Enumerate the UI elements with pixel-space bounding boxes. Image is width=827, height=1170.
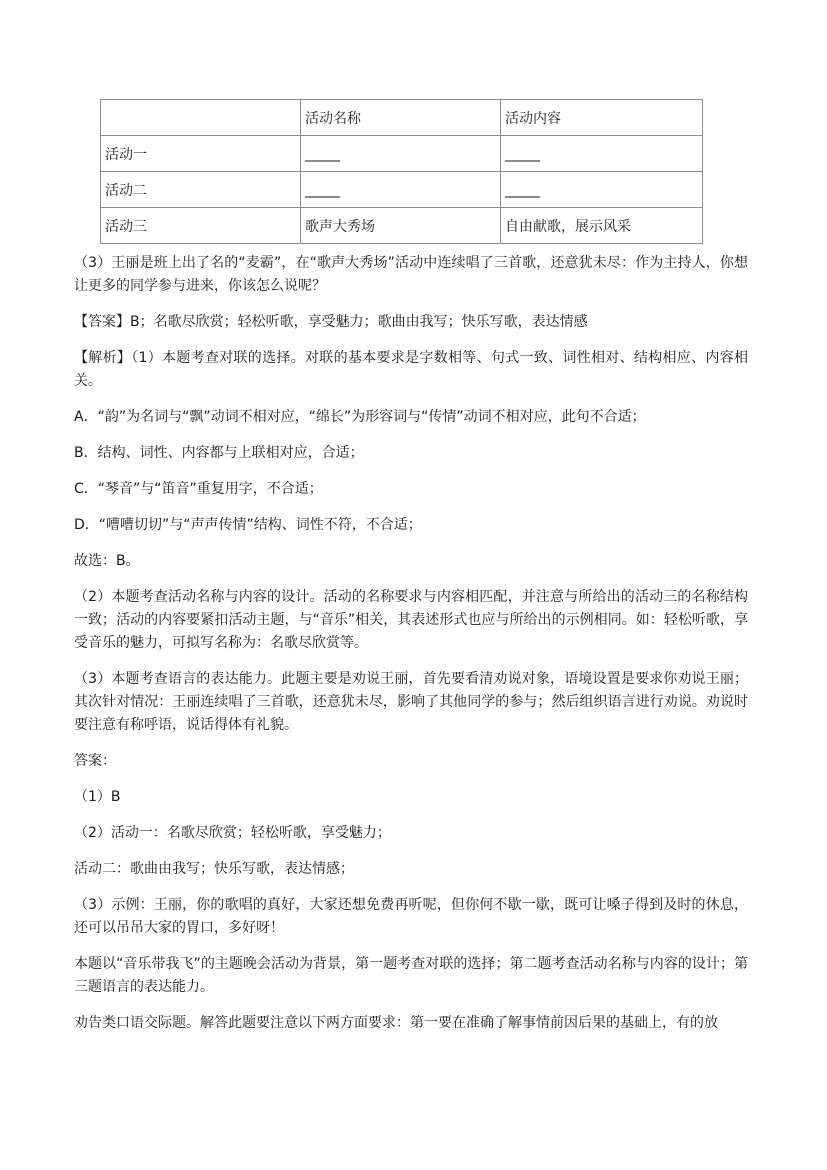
row-label: 活动二 bbox=[101, 172, 301, 208]
option-b: B．结构、词性、内容都与上联相对应，合适； bbox=[74, 445, 364, 461]
row-label: 活动一 bbox=[101, 136, 301, 172]
table-row bbox=[101, 136, 703, 172]
header-cell-name: 活动名称 bbox=[301, 100, 501, 136]
activity-content-blank: _____ bbox=[501, 136, 703, 172]
answer-text bbox=[74, 252, 748, 1048]
analysis-intro: 【解析】（1）本题考查对联的选择。对联的基本要求是字数相等、句式一致、词性相对、结构相应、内容相关。 bbox=[74, 350, 748, 389]
option-a: A．“韵”为名词与“飘”动词不相对应，“绵长”为形容词与“传情”动词不相对应，此句不合适； bbox=[74, 409, 646, 425]
activity-content: 自由献歌，展示风采 bbox=[501, 208, 703, 244]
analysis-part-3: （3）本题考查语言的表达能力。此题主要是劝说王丽，首先要看清劝说对象，语境设置是要求你劝说王丽；其次针对情况：王丽连续唱了三首歌，还意犹未尽，影响了其他同学的参与；然后组织语言进行劝说。劝说时要注意有称呼语，说话得体有礼貌。 bbox=[74, 671, 748, 733]
activity-name-blank: _____ bbox=[301, 136, 501, 172]
activity-content-blank: _____ bbox=[501, 172, 703, 208]
row-label: 活动三 bbox=[101, 208, 301, 244]
option-d: D．“嘈嘈切切”与“声声传情”结构、词性不符，不合适； bbox=[74, 517, 422, 533]
answer-2-activity-2: 活动二：歌曲由我写；快乐写歌，表达情感； bbox=[74, 861, 354, 877]
activity-name: 歌声大秀场 bbox=[301, 208, 501, 244]
advice-note: 劝告类口语交际题。解答此题要注意以下两方面要求：第一要在准确了解事情前因后果的基础上，有的放 bbox=[74, 1015, 718, 1031]
table-row bbox=[101, 208, 703, 244]
answer-2-activity-1: （2）活动一：名歌尽欣赏；轻松听歌，享受魅力； bbox=[74, 825, 391, 841]
question-3: （3）王丽是班上出了名的“麦霸”，在“歌声大秀场”活动中连续唱了三首歌，还意犹未尽：作为主持人，你想让更多的同学参与进来，你该怎么说呢？ bbox=[74, 255, 748, 294]
activity-table bbox=[100, 99, 703, 244]
analysis-part-2: （2）本题考查活动名称与内容的设计。活动的名称要求与内容相匹配，并注意与所给出的活动三的名称结构一致；活动的内容要紧扣活动主题，与“音乐”相关，其表述形式也应与所给出的示例相同。如：轻松听歌，享受音乐的魅力，可拟写名称为：名歌尽欣赏等。 bbox=[74, 589, 748, 651]
option-c: C．“琴音”与“笛音”重复用字，不合适； bbox=[74, 481, 323, 497]
summary: 本题以“音乐带我飞”的主题晚会活动为背景，第一题考查对联的选择；第二题考查活动名称与内容的设计；第三题语言的表达能力。 bbox=[74, 956, 748, 995]
activity-name-blank: _____ bbox=[301, 172, 501, 208]
header-cell-content: 活动内容 bbox=[501, 100, 703, 136]
table-row bbox=[101, 172, 703, 208]
header-cell-empty bbox=[101, 100, 301, 136]
choice-line: 故选：B。 bbox=[74, 553, 140, 569]
answer-line: 【答案】B；名歌尽欣赏；轻松听歌，享受魅力；歌曲由我写；快乐写歌，表达情感 bbox=[74, 314, 588, 330]
answer-3-example: （3）示例：王丽，你的歌唱的真好，大家还想免费再听呢，但你何不歇一歇，既可让嗓子得到及时的休息，还可以吊吊大家的胃口，多好呀！ bbox=[74, 897, 748, 936]
answer-1: （1）B bbox=[74, 789, 121, 805]
table-header-row bbox=[101, 100, 703, 136]
answer-heading: 答案： bbox=[74, 753, 116, 769]
